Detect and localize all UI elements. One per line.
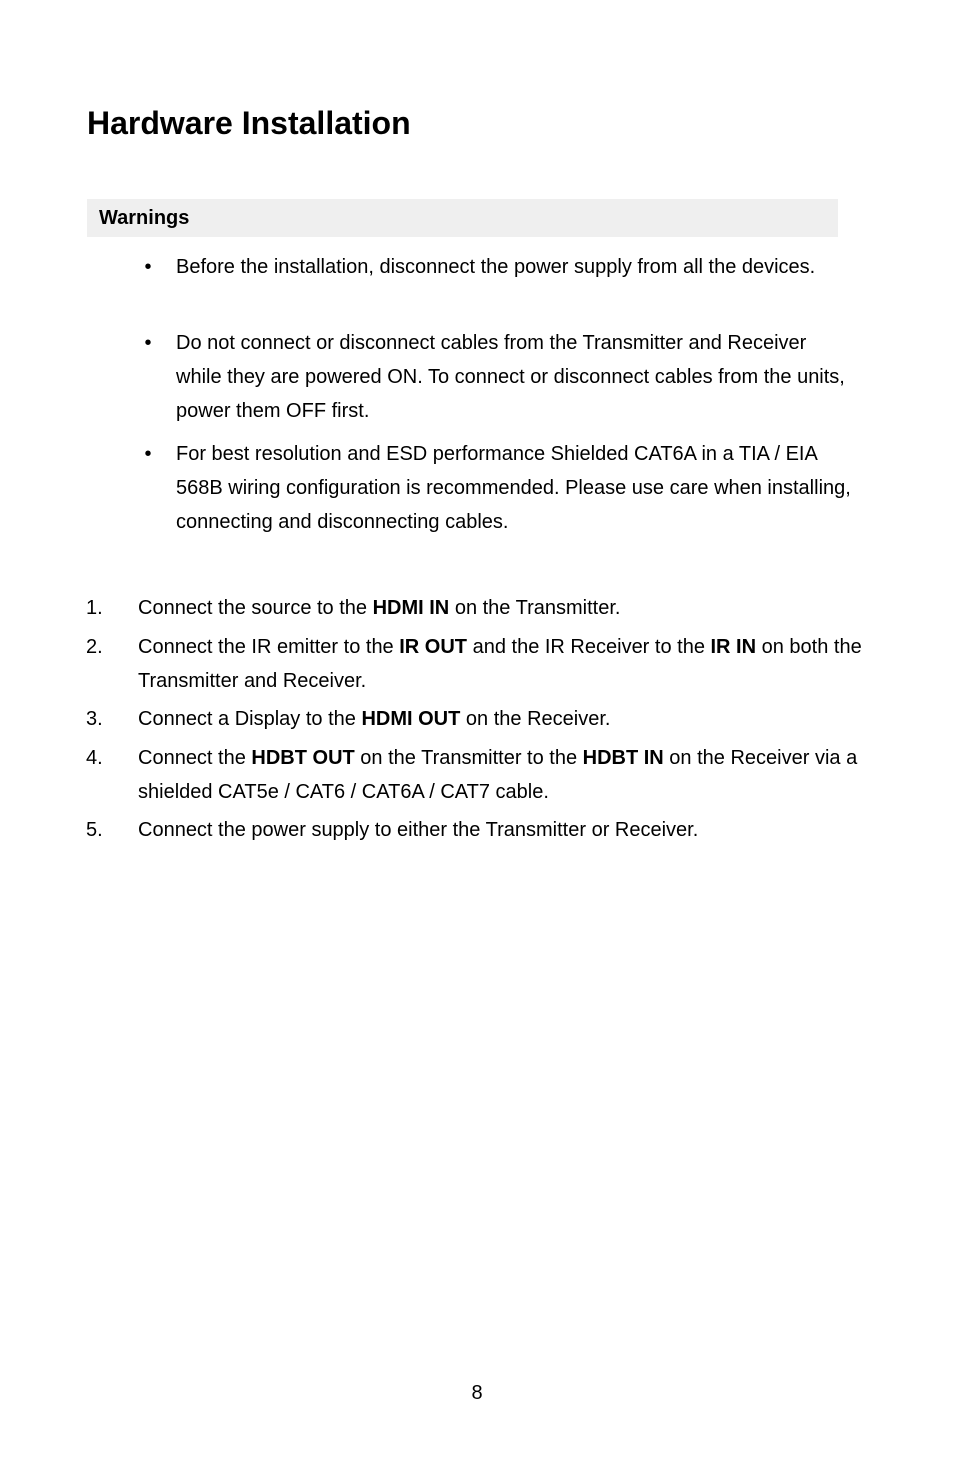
term-hdmi-out: HDMI OUT bbox=[361, 708, 461, 730]
step-text: Connect the power supply to either the Transmitter or Receiver. bbox=[138, 819, 699, 841]
bullet-icon: • bbox=[144, 443, 152, 465]
term-hdbt-in: HDBT IN bbox=[582, 747, 664, 769]
term-ir-out: IR OUT bbox=[399, 636, 468, 658]
warnings-heading: Warnings bbox=[99, 207, 190, 229]
step-text: Connect the source to the HDMI IN on the Transmitter. bbox=[138, 597, 621, 619]
step-text: Connect the IR emitter to the IR OUT and the IR Receiver to the IR IN on both the Transmitter and Receiver. bbox=[138, 636, 862, 692]
term-ir-in: IR IN bbox=[710, 636, 757, 658]
bullet-icon: • bbox=[144, 332, 152, 354]
step-number: 5. bbox=[86, 819, 103, 841]
step-number: 2. bbox=[86, 636, 103, 658]
step-text: Connect the HDBT OUT on the Transmitter to the HDBT IN on the Receiver via a shielded CAT5e / CAT6 / CAT6A / CAT7 cable. bbox=[138, 747, 858, 803]
warnings-header-bar bbox=[87, 199, 838, 237]
term-hdbt-out: HDBT OUT bbox=[251, 747, 355, 769]
term-hdmi-in: HDMI IN bbox=[372, 597, 450, 619]
step-text: Connect a Display to the HDMI OUT on the Receiver. bbox=[138, 708, 611, 730]
page-title: Hardware Installation bbox=[87, 105, 411, 141]
step-number: 1. bbox=[86, 597, 103, 619]
step-number: 4. bbox=[86, 747, 103, 769]
page-number: 8 bbox=[471, 1382, 483, 1404]
warning-text: Do not connect or disconnect cables from the Transmitter and Receiver while they are powered ON. To connect or disconnect cables from the units, power them OFF first. bbox=[176, 332, 845, 422]
bullet-icon: • bbox=[144, 256, 152, 278]
warning-text: For best resolution and ESD performance Shielded CAT6A in a TIA / EIA 568B wiring configuration is recommended. Please use care when installing, connecting and disconnecting cables. bbox=[176, 443, 851, 533]
warning-text: Before the installation, disconnect the power supply from all the devices. bbox=[176, 256, 816, 278]
step-number: 3. bbox=[86, 708, 103, 730]
